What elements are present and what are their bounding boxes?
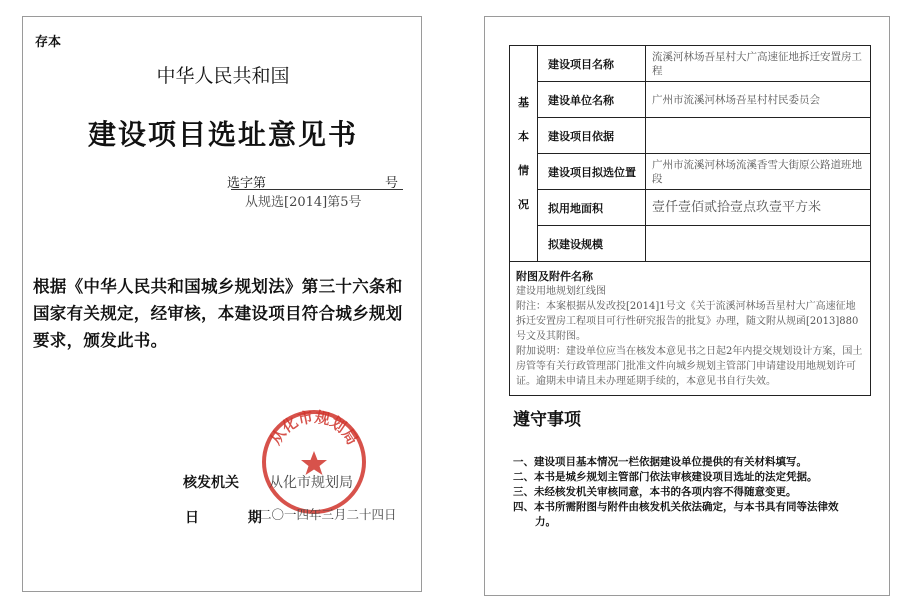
certificate-body-text: 根据《中华人民共和国城乡规划法》第三十六条和国家有关规定，经审核，本建设项目符合城乡规划要求，颁发此书。 (33, 277, 403, 350)
row-value (646, 226, 871, 262)
country-heading: 中华人民共和国 (156, 65, 290, 87)
table-row (510, 46, 871, 82)
row-value: 广州市流溪河林场流溪香雪大街原公路道班地段 (646, 154, 871, 190)
copy-mark: 存本 (35, 35, 62, 50)
attachments-row (510, 262, 871, 396)
selection-number: 从规选[2014]第5号 (245, 195, 362, 210)
row-value: 流溪河林场吾星村大广高速征地拆迁安置房工程 (646, 46, 871, 82)
rules-title: 遵守事项 (513, 410, 581, 430)
rule-item: 一、建设项目基本情况一栏依据建设单位提供的有关材料填写。 (513, 456, 807, 468)
table-row (510, 190, 871, 226)
attachments-title: 附图及附件名称 (516, 270, 593, 283)
row-value: 广州市流溪河林场吾星村村民委员会 (646, 82, 871, 118)
table-row (510, 154, 871, 190)
attachment-line: 建设用地规划红线图 (516, 286, 606, 297)
table-row (510, 82, 871, 118)
seal-text: 从化市规划局 (266, 407, 362, 448)
selection-underline (231, 189, 403, 190)
attachments-cell (510, 262, 871, 396)
certificate-detail-page (484, 16, 890, 596)
row-label: 拟用地面积 (538, 190, 646, 226)
row-label: 拟建设规模 (538, 226, 646, 262)
table-row (510, 226, 871, 262)
rule-item-continued: 力。 (535, 516, 556, 528)
selection-suffix: 号 (385, 176, 399, 191)
row-value: 壹仟壹佰贰拾壹点玖壹平方米 (646, 190, 871, 226)
rule-item: 四、本书所需附图与附件由核发机关依法确定，与本书具有同等法律效 (513, 501, 839, 513)
row-label: 建设单位名称 (538, 82, 646, 118)
rule-item: 二、本书是城乡规划主管部门依法审核建设项目选址的法定凭据。 (513, 471, 818, 483)
row-value (646, 118, 871, 154)
row-label: 建设项目依据 (538, 118, 646, 154)
category-label-cell (510, 46, 538, 262)
certificate-cover-page (22, 16, 422, 592)
table-row (510, 118, 871, 154)
document-title: 建设项目选址意见书 (87, 118, 358, 151)
rule-item: 三、未经核发机关审核同意，本书的各项内容不得随意变更。 (513, 486, 797, 498)
row-label: 建设项目名称 (538, 46, 646, 82)
date-label: 日 期 (185, 510, 284, 526)
row-label: 建设项目拟选位置 (538, 154, 646, 190)
issuer-label: 核发机关 (183, 475, 239, 491)
selection-prefix: 选字第 (227, 176, 267, 191)
issuer-value: 从化市规划局 (269, 475, 353, 491)
basic-info-table (509, 45, 871, 396)
attachment-line: 附加说明：建设单位应当在核发本意见书之日起2年内提交规划设计方案，国土房管等有关行政管理部门批准文件向城乡规划主管部门申请建设用地规划许可证。逾期未申请且未办理延期手续的，本意见书自行失效。 (516, 346, 863, 387)
date-value: 二〇一四年三月二十四日 (259, 507, 397, 522)
official-seal (259, 407, 369, 517)
attachment-line: 附注：本案根据从发改投[2014]1号文《关于流溪河林场吾星村大广高速征地拆迁安置房工程项目可行性研究报告的批复》办理，随文附从规函[2013]880号文及其附图。 (516, 301, 859, 342)
category-label: 基 本 情 况 (518, 95, 529, 211)
